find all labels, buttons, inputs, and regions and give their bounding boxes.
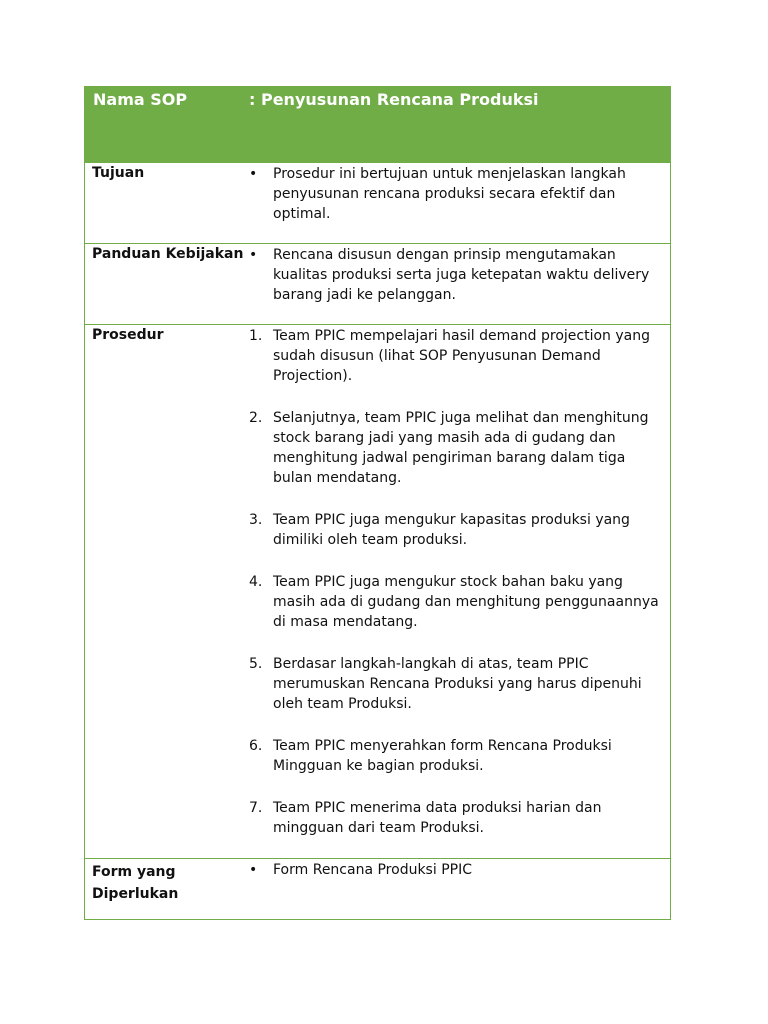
form-label: Form yang Diperlukan — [92, 864, 179, 902]
item-text: Team PPIC juga mengukur stock bahan baku yang masih ada di gudang dan menghitung penggunaannya di masa mendatang. — [273, 574, 659, 630]
list-item — [249, 245, 660, 305]
list-item — [249, 860, 660, 880]
sop-table — [84, 86, 671, 920]
panduan-text: Rencana disusun dengan prinsip mengutamakan kualitas produksi serta juga ketepatan waktu delivery barang jadi ke pelanggan. — [273, 247, 650, 303]
list-item — [249, 654, 660, 714]
list-item — [249, 164, 660, 224]
bullet-icon: • — [249, 166, 258, 182]
list-item — [249, 326, 660, 386]
item-text: Team PPIC mempelajari hasil demand projection yang sudah disusun (lihat SOP Penyusunan Demand Projection). — [273, 328, 651, 384]
header-value: : Penyusunan Rencana Produksi — [249, 90, 539, 109]
header-row — [85, 87, 670, 162]
item-number: 7. — [249, 800, 263, 816]
header-label: Nama SOP — [93, 90, 188, 109]
list-item — [249, 408, 660, 488]
tujuan-label: Tujuan — [92, 165, 145, 181]
item-text: Selanjutnya, team PPIC juga melihat dan menghitung stock barang jadi yang masih ada di gudang dan menghitung jadwal pengiriman barang dalam tiga bulan mendatang. — [273, 410, 649, 486]
prosedur-list — [249, 326, 660, 838]
item-text: Team PPIC menyerahkan form Rencana Produksi Mingguan ke bagian produksi. — [273, 738, 612, 774]
item-number: 1. — [249, 328, 263, 344]
prosedur-label: Prosedur — [92, 327, 164, 343]
item-number: 6. — [249, 738, 263, 754]
row-form-diperlukan — [85, 858, 670, 919]
row-tujuan — [85, 162, 670, 243]
list-item — [249, 798, 660, 838]
list-item — [249, 572, 660, 632]
form-text: Form Rencana Produksi PPIC — [273, 862, 472, 878]
list-item — [249, 510, 660, 550]
row-prosedur — [85, 324, 670, 858]
row-panduan-kebijakan — [85, 243, 670, 324]
item-number: 5. — [249, 656, 263, 672]
panduan-label: Panduan Kebijakan — [92, 246, 244, 262]
item-number: 4. — [249, 574, 263, 590]
tujuan-text: Prosedur ini bertujuan untuk menjelaskan langkah penyusunan rencana produksi secara efektif dan optimal. — [273, 166, 626, 222]
list-item — [249, 736, 660, 776]
item-text: Team PPIC menerima data produksi harian dan mingguan dari team Produksi. — [273, 800, 602, 836]
bullet-icon: • — [249, 862, 258, 878]
item-text: Team PPIC juga mengukur kapasitas produksi yang dimiliki oleh team produksi. — [273, 512, 630, 548]
item-number: 2. — [249, 410, 263, 426]
bullet-icon: • — [249, 247, 258, 263]
item-text: Berdasar langkah-langkah di atas, team PPIC merumuskan Rencana Produksi yang harus dipenuhi oleh team Produksi. — [273, 656, 642, 712]
item-number: 3. — [249, 512, 263, 528]
